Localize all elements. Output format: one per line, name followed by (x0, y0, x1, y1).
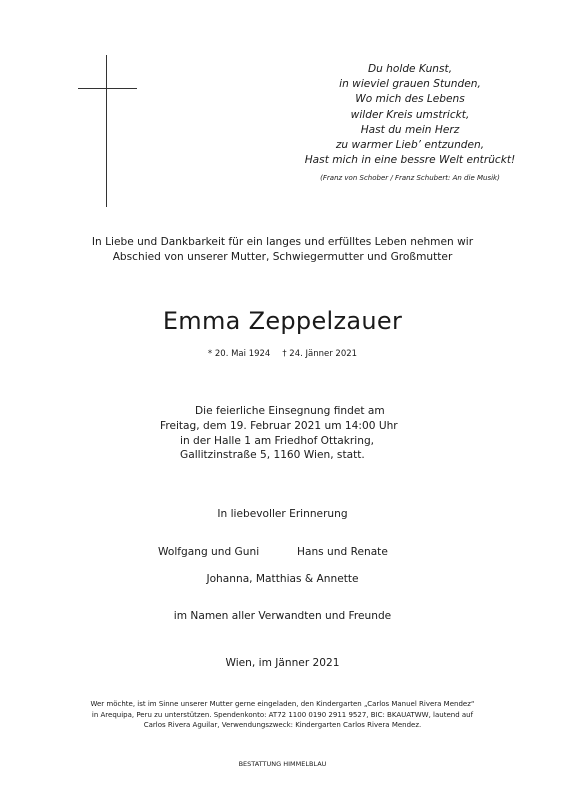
family-group: Johanna, Matthias & Annette (206, 573, 359, 585)
funeral-home: BESTATTUNG HIMMELBLAU (238, 760, 327, 768)
remembrance-heading: In liebevoller Erinnerung (217, 508, 348, 520)
ceremony-info (150, 404, 420, 463)
poem-line: Du holde Kunst, (367, 63, 453, 75)
ceremony-line: in der Halle 1 am Friedhof Ottakring, (180, 434, 375, 447)
family-pair: Hans und Renate (297, 546, 388, 558)
poem-line: in wieviel grauen Stunden, (339, 78, 481, 91)
intro-text (40, 235, 525, 265)
poem (280, 62, 540, 168)
poem-attribution: (Franz von Schober / Franz Schubert: An die Musik) (320, 174, 500, 182)
deceased-name: Emma Zeppelzauer (162, 307, 403, 335)
donation-line: in Arequipa, Peru zu unterstützen. Spendenkonto: AT72 1100 0190 2911 9527, BIC: BKAUATWW, lautend auf (91, 710, 474, 719)
cross-vertical-bar (106, 55, 107, 207)
poem-line: Hast du mein Herz (360, 123, 460, 136)
donation-line: Wer möchte, ist im Sinne unserer Mutter gerne eingeladen, den Kindergarten „Carlos Manuel Rivera Mendez“ (90, 700, 475, 708)
place-date: Wien, im Jänner 2021 (225, 657, 340, 669)
poem-line: Hast mich in eine bessre Welt entrückt! (304, 154, 516, 167)
death-date: † 24. Jänner 2021 (282, 349, 358, 359)
birth-date: * 20. Mai 1924 (207, 349, 271, 359)
life-dates (40, 349, 525, 359)
relatives-line: im Namen aller Verwandten und Freunde (173, 610, 392, 622)
poem-line: wilder Kreis umstrickt, (350, 108, 470, 121)
ceremony-line: Die feierliche Einsegnung findet am (195, 405, 385, 417)
family-pair: Wolfgang und Guni (158, 546, 260, 558)
cross-horizontal-bar (78, 88, 137, 89)
donation-line: Carlos Rivera Aguilar, Verwendungszweck: Kindergarten Carlos Rivera Mendez. (143, 721, 422, 729)
intro-line: In Liebe und Dankbarkeit für ein langes und erfülltes Leben nehmen wir (91, 236, 474, 248)
ceremony-line: Freitag, dem 19. Februar 2021 um 14:00 Uhr (160, 419, 398, 432)
donation-note (30, 699, 535, 731)
ceremony-line: Gallitzinstraße 5, 1160 Wien, statt. (180, 449, 365, 462)
poem-line: zu warmer Lieb’ entzunden, (335, 139, 485, 152)
intro-line: Abschied von unserer Mutter, Schwiegermutter und Großmutter (112, 251, 453, 263)
poem-line: Wo mich des Lebens (355, 93, 465, 106)
